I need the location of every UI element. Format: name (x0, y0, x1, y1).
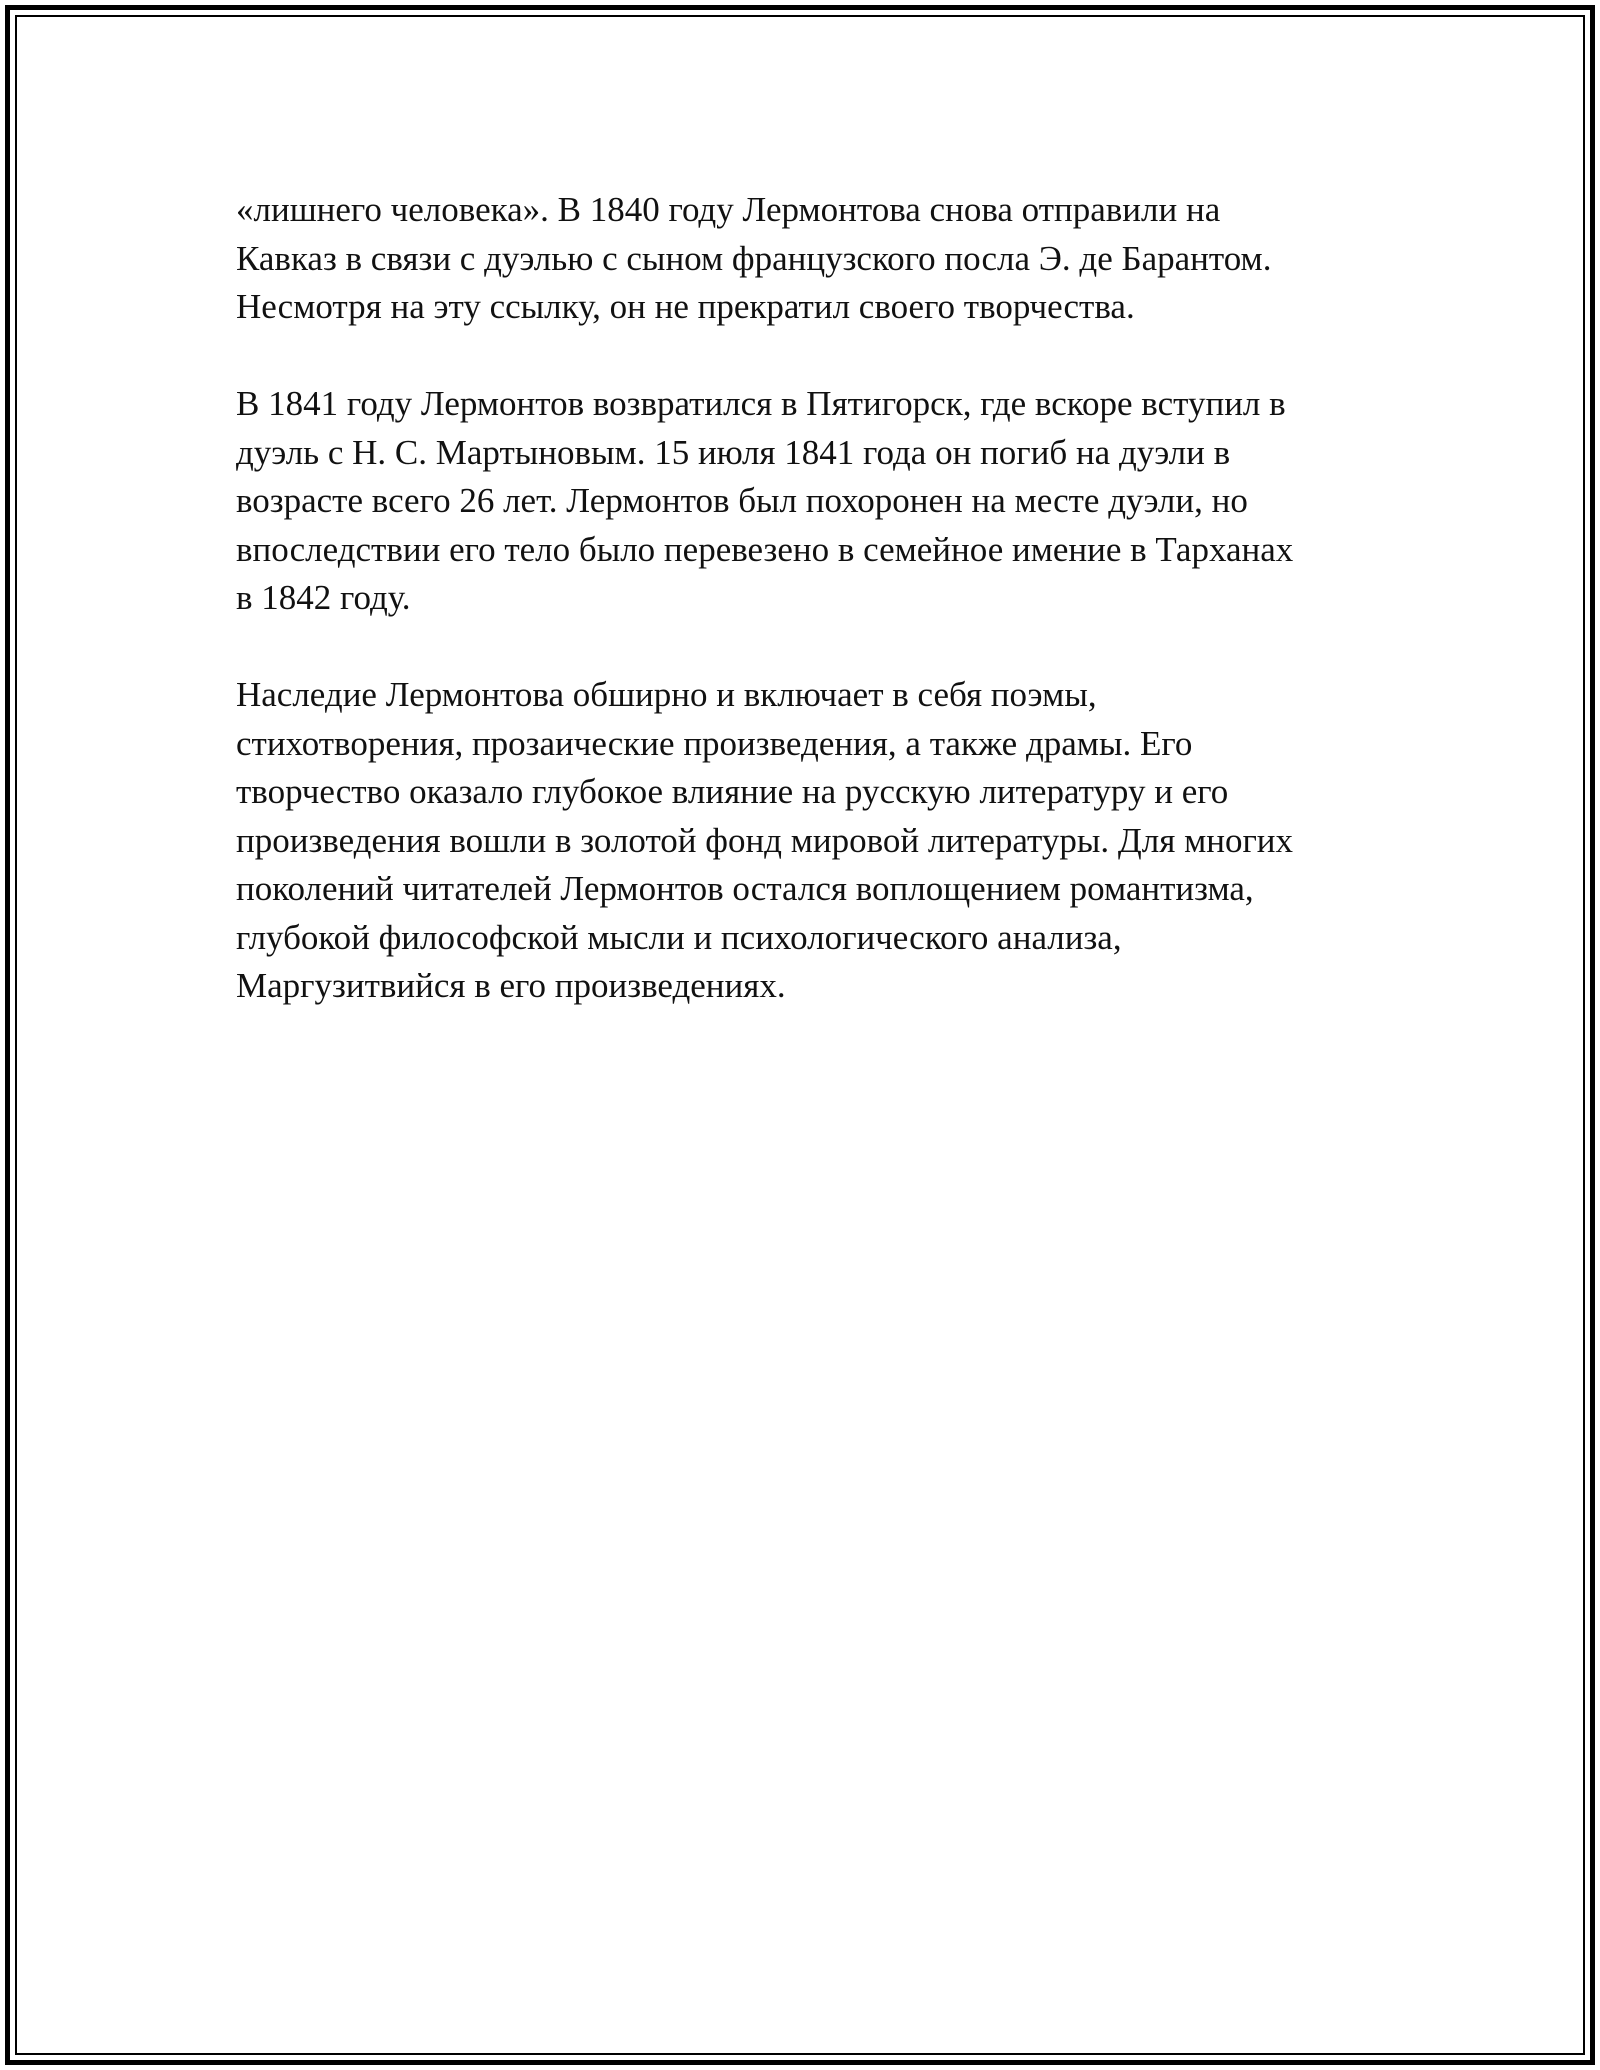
text-line: произведения вошли в золотой фонд мировой литературы. Для многих (236, 820, 1294, 860)
text-line: Несмотря на эту ссылку, он не прекратил своего творчества. (236, 287, 1135, 326)
text-line: стихотворения, прозаические произведения, а также драмы. Его (236, 723, 1193, 763)
paragraph-3 (236, 671, 1386, 1011)
text-line: В 1841 году Лермонтов возвратился в Пятигорск, где вскоре вступил в (236, 384, 1286, 423)
text-line: в 1842 году. (236, 578, 411, 617)
text-line: Кавказ в связи с дуэлью с сыном французского посла Э. де Барантом. (236, 238, 1272, 278)
paragraph-1 (236, 186, 1386, 332)
text-line: творчество оказало глубокое влияние на русскую литературу и его (236, 772, 1229, 811)
text-line: возрасте всего 26 лет. Лермонтов был похоронен на месте дуэли, но (236, 481, 1248, 520)
text-line: дуэль с Н. С. Мартыновым. 15 июля 1841 года он погиб на дуэли в (236, 432, 1231, 472)
paragraph-2 (236, 380, 1386, 623)
text-line: поколений читателей Лермонтов остался воплощением романтизма, (236, 869, 1254, 908)
text-line: Наследие Лермонтова обширно и включает в себя поэмы, (236, 675, 1097, 714)
text-line: впоследствии его тело было перевезено в семейное имение в Тарханах (236, 529, 1294, 569)
text-line: «лишнего человека». В 1840 году Лермонтова снова отправили на (236, 190, 1221, 229)
text-line: глубокой философской мысли и психологического анализа, (236, 917, 1122, 957)
document-body (236, 186, 1386, 1059)
text-line: Маргузитвийся в его произведениях. (236, 966, 786, 1005)
